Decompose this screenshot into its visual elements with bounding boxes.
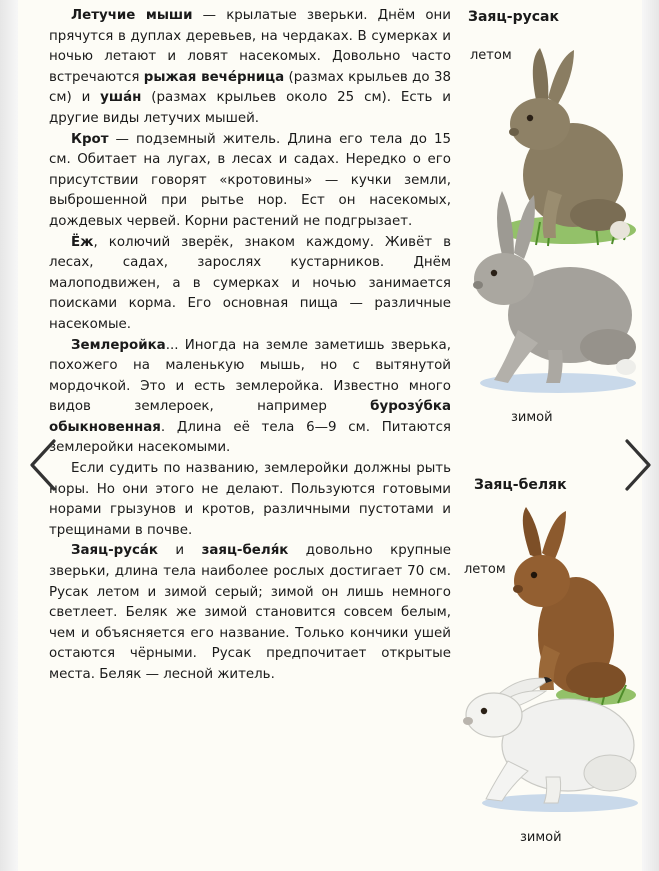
- label-rusak-winter: зимой: [511, 410, 553, 425]
- bold-term: Крот: [71, 131, 109, 147]
- paragraph-shrew: [49, 336, 451, 460]
- plate-title-belyak: Заяц-беляк: [474, 477, 567, 493]
- text-run: и: [158, 543, 202, 559]
- hare-belyak-winter-illustration: [450, 665, 640, 815]
- plate-title-rusak: Заяц-русак: [468, 9, 559, 25]
- book-page: [18, 0, 642, 871]
- bold-term: Ёж: [71, 234, 94, 250]
- bold-term: Заяц-руса́к: [71, 543, 159, 559]
- article-text: [49, 6, 451, 686]
- chevron-right-icon: [617, 435, 657, 495]
- chevron-left-icon: [24, 435, 64, 495]
- bold-term: заяц-беля́к: [201, 543, 289, 559]
- next-page-button[interactable]: [617, 435, 657, 495]
- bold-term: Землеройка: [71, 337, 166, 353]
- label-belyak-summer: летом: [464, 562, 506, 577]
- text-run: (размах крыльев до 38 см) и: [49, 69, 451, 106]
- page-edge-left: [0, 0, 18, 871]
- bold-term: Летучие мыши: [71, 8, 193, 23]
- text-run: — крылатые зверьки. Днём они прячутся в дуплах деревьев, на чердаках. В сумерках и ночью летают и ловят насекомых. Довольно часто встречаются: [49, 8, 452, 85]
- bold-term: бурозу́бка обыкновенная: [49, 399, 451, 435]
- text-run: Если судить по названию, землеройки должны рыть норы. Но они этого не делают. Пользуются готовыми норами грызунов и кротов, различными пустотами и трещинами в почве.: [49, 461, 451, 538]
- text-run: довольно крупные зверьки, длина тела наиболее рослых достигает 70 см. Русак летом и зимой серый; зимой он лишь немного светлеет. Беляк же зимой становится совсем белым, чем и объясняется его название. Только кончики ушей остаются чёрными. Русак предпочитает открытые места. Беляк — лесной житель.: [49, 543, 451, 682]
- paragraph-bats: [49, 6, 451, 130]
- previous-page-button[interactable]: [24, 435, 64, 495]
- label-rusak-summer: летом: [470, 48, 512, 63]
- text-run: (размах крыльев около 25 см). Есть и другие виды летучих мышей.: [49, 90, 452, 126]
- paragraph-mole: [49, 130, 451, 233]
- text-run: — подземный житель. Длина его тела до 15 см. Обитает на лугах, в лесах и садах. Нередко о его присутствии говорят «кротовины» — кучки земли, выброшенной при рытье нор. Ест он насекомых, дождевых червей. Корни растений не подгрызает.: [49, 131, 451, 229]
- paragraph-hedgehog: [49, 233, 451, 336]
- text-run: ... Иногда на земле заметишь зверька, похожего на маленькую мышь, но с вытянутой мордочкой. Это и есть землеройка. Известно много видов землероек, например: [49, 337, 451, 415]
- hare-rusak-winter-illustration: [458, 185, 638, 395]
- paragraph-hares: [49, 541, 451, 685]
- label-belyak-winter: зимой: [520, 830, 562, 845]
- bold-term: рыжая вече́рница: [143, 69, 285, 85]
- bold-term: уша́н: [100, 90, 142, 106]
- text-run: , колючий зверёк, знаком каждому. Живёт в лесах, садах, зарослях кустарников. Днём малоподвижен, а в сумерках и ночью занимается поисками корма. Его основная пища — различные насекомые.: [49, 234, 451, 332]
- paragraph-shrew-burrows: [49, 459, 451, 541]
- text-run: . Длина её тела 6—9 см. Питаются землеройки насекомыми.: [49, 419, 451, 456]
